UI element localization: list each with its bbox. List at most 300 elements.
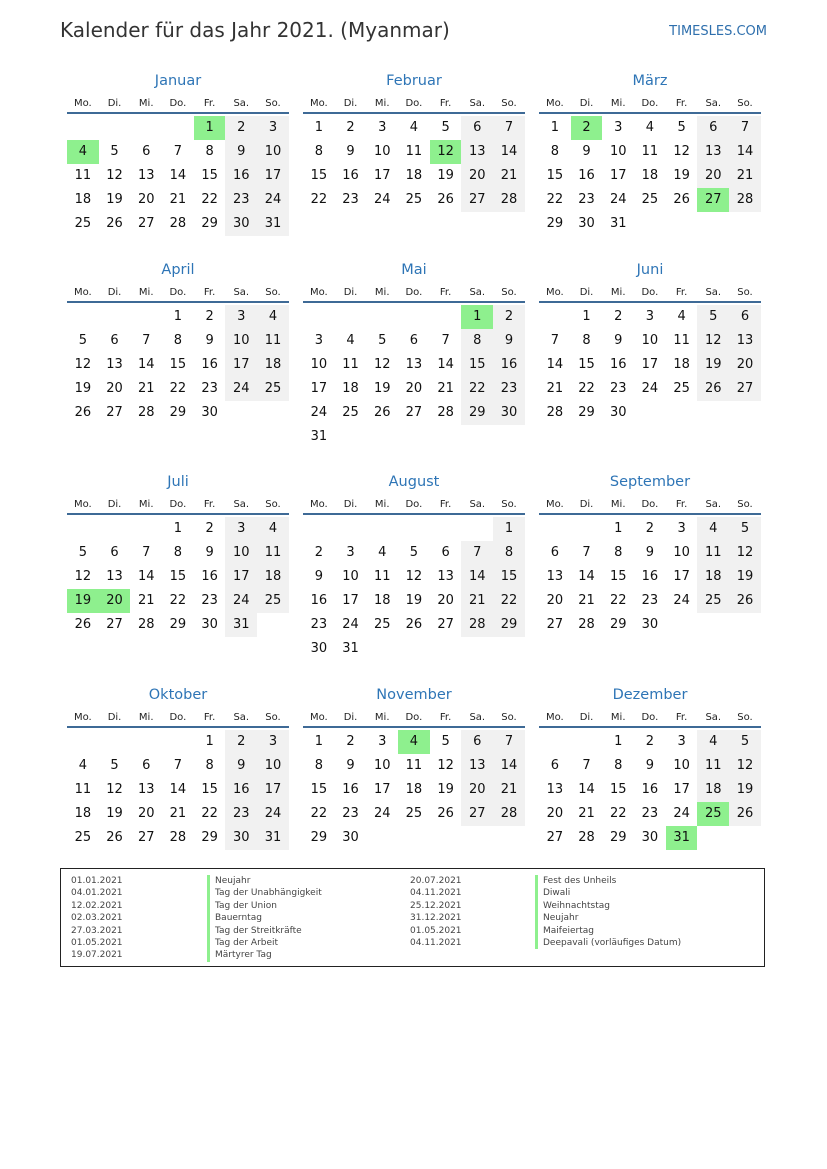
day-cell: 23 [225, 188, 257, 212]
month-juni [539, 261, 761, 425]
day-cell: 13 [137, 168, 155, 183]
empty-day-cell [130, 116, 162, 140]
empty-day-cell [666, 613, 698, 637]
empty-day-cell [130, 517, 162, 541]
weekday-label: Fr. [675, 712, 688, 723]
week-row [303, 754, 525, 778]
week-row [539, 589, 761, 613]
holiday-date: 02.03.2021 [71, 913, 123, 924]
day-cell: 27 [137, 216, 155, 231]
day-cell: 20 [461, 164, 493, 188]
empty-day-cell [130, 305, 162, 329]
day-cell: 3 [677, 521, 686, 536]
day-cell: 14 [493, 140, 525, 164]
day-cell: 29 [493, 613, 525, 637]
day-cell: 23 [641, 806, 659, 821]
weekday-label: Fr. [675, 499, 688, 510]
weekday-label: Di. [107, 98, 122, 109]
day-cell: 23 [342, 192, 359, 207]
day-cell: 11 [74, 782, 92, 797]
week-row [539, 613, 761, 637]
day-cell: 20 [106, 381, 123, 396]
empty-day-cell [634, 401, 666, 425]
day-cell: 26 [74, 617, 92, 632]
empty-day-cell [571, 517, 603, 541]
day-cell: 9 [346, 758, 355, 773]
weekday-label: Fr. [675, 98, 688, 109]
month-september [539, 473, 761, 637]
empty-day-cell [666, 212, 698, 236]
day-cell: 7 [582, 758, 591, 773]
month-november [303, 686, 525, 850]
weekday-label: Sa. [705, 499, 722, 510]
empty-day-cell [398, 826, 430, 850]
day-cell: 8 [550, 144, 559, 159]
empty-day-cell [461, 826, 493, 850]
day-cell: 17 [257, 778, 289, 802]
day-cell: 21 [437, 381, 454, 396]
empty-day-cell [729, 401, 761, 425]
week-row [539, 140, 761, 164]
weekday-label: Mi. [374, 287, 390, 298]
day-cell: 21 [169, 192, 187, 207]
day-cell: 28 [493, 802, 525, 826]
empty-day-cell [430, 826, 462, 850]
day-cell: 21 [578, 806, 595, 821]
weekday-header [67, 284, 289, 303]
day-cell: 1 [493, 517, 525, 541]
day-cell: 26 [437, 806, 454, 821]
day-cell: 8 [493, 541, 525, 565]
empty-day-cell [99, 116, 131, 140]
empty-day-cell [398, 637, 430, 661]
weekday-label: Mo. [545, 712, 564, 723]
day-cell: 21 [493, 164, 525, 188]
day-cell: 14 [137, 357, 155, 372]
weekday-label: Do. [641, 712, 659, 723]
day-cell: 10 [257, 140, 289, 164]
day-cell: 27 [437, 617, 454, 632]
day-cell: 16 [201, 357, 218, 372]
day-cell: 19 [106, 192, 123, 207]
empty-day-cell [571, 730, 603, 754]
day-cell: 17 [257, 164, 289, 188]
weekday-label: Mi. [374, 98, 390, 109]
weekday-header [67, 95, 289, 114]
day-cell: 19 [729, 565, 761, 589]
empty-day-cell [130, 730, 162, 754]
weekday-label: Do. [169, 98, 187, 109]
day-cell: 18 [342, 381, 359, 396]
weekday-label: So. [265, 287, 281, 298]
day-cell: 1 [550, 120, 559, 135]
day-cell: 30 [578, 216, 595, 231]
day-cell: 18 [697, 565, 729, 589]
week-row [67, 565, 289, 589]
day-cell: 24 [310, 405, 328, 420]
holiday-name: Tag der Arbeit [207, 937, 322, 949]
day-cell: 20 [461, 778, 493, 802]
empty-day-cell [493, 826, 525, 850]
day-cell: 20 [405, 381, 423, 396]
day-cell: 23 [578, 192, 595, 207]
day-cell: 26 [106, 830, 123, 845]
day-cell: 5 [78, 545, 87, 560]
day-cell: 7 [461, 541, 493, 565]
day-cell: 8 [614, 545, 623, 560]
day-cell: 26 [106, 216, 123, 231]
day-cell: 14 [729, 140, 761, 164]
day-cell: 17 [641, 357, 659, 372]
holiday-name: Märtyrer Tag [207, 949, 322, 961]
day-cell: 1 [173, 309, 183, 324]
day-cell: 20 [697, 164, 729, 188]
day-cell: 5 [729, 730, 761, 754]
week-row [67, 730, 289, 754]
holiday-dates-column [71, 875, 123, 962]
day-cell: 22 [461, 377, 493, 401]
day-cell: 9 [493, 329, 525, 353]
weekday-label: Mo. [73, 287, 92, 298]
day-cell: 11 [405, 758, 423, 773]
day-cell: 16 [609, 357, 627, 372]
day-cell: 24 [673, 806, 690, 821]
day-cell: 2 [493, 305, 525, 329]
weekday-label: Sa. [233, 98, 250, 109]
day-cell: 11 [673, 333, 690, 348]
empty-day-cell [162, 116, 194, 140]
holiday-date: 01.05.2021 [410, 925, 462, 936]
empty-day-cell [366, 517, 398, 541]
weekday-label: Do. [641, 287, 659, 298]
day-cell: 15 [493, 565, 525, 589]
week-row [303, 730, 525, 754]
month-name: Oktober [148, 687, 208, 703]
weekday-label: Fr. [439, 98, 452, 109]
day-cell: 6 [142, 144, 151, 159]
day-cell: 18 [257, 353, 289, 377]
day-cell: 1 [314, 120, 323, 135]
day-cell: 11 [257, 541, 289, 565]
day-cell: 2 [645, 521, 655, 536]
day-cell: 14 [461, 565, 493, 589]
week-row [539, 565, 761, 589]
day-cell: 12 [729, 541, 761, 565]
day-cell: 27 [106, 617, 123, 632]
day-cell: 4 [257, 305, 289, 329]
day-cell: 23 [641, 593, 659, 608]
holiday-date: 04.01.2021 [71, 888, 123, 899]
weekday-label: Sa. [469, 499, 486, 510]
day-cell: 9 [614, 333, 623, 348]
day-cell: 21 [137, 381, 155, 396]
day-cell: 29 [169, 617, 187, 632]
week-row [303, 377, 525, 401]
day-cell: 30 [493, 401, 525, 425]
week-row [539, 353, 761, 377]
weekday-label: Do. [641, 499, 659, 510]
day-cell: 25 [697, 589, 729, 613]
weekday-label: Mi. [138, 499, 154, 510]
day-cell: 10 [673, 758, 690, 773]
day-cell: 29 [546, 216, 564, 231]
day-cell: 9 [314, 569, 323, 584]
day-cell: 3 [346, 545, 355, 560]
holiday-date: 20.07.2021 [410, 876, 462, 886]
day-cell: 27 [461, 802, 493, 826]
weekday-label: Mi. [138, 287, 154, 298]
day-cell: 4 [346, 333, 355, 348]
day-cell: 18 [257, 565, 289, 589]
empty-day-cell [99, 517, 131, 541]
empty-day-cell [493, 637, 525, 661]
empty-day-cell [366, 425, 398, 449]
day-cell: 3 [314, 333, 323, 348]
weekday-label: Mo. [545, 499, 564, 510]
day-cell: 20 [137, 806, 155, 821]
week-row [67, 754, 289, 778]
weekday-label: Mi. [374, 712, 390, 723]
weekday-header [303, 284, 525, 303]
week-row [539, 188, 761, 212]
day-cell: 15 [609, 782, 627, 797]
day-cell: 27 [106, 405, 123, 420]
week-row [67, 188, 289, 212]
month-mai [303, 261, 525, 449]
day-cell: 20 [137, 192, 155, 207]
empty-day-cell [366, 826, 398, 850]
day-cell: 19 [106, 806, 123, 821]
week-row [303, 826, 525, 850]
weekday-label: Do. [405, 712, 423, 723]
day-cell: 29 [201, 830, 218, 845]
day-cell: 7 [142, 333, 151, 348]
day-cell: 15 [169, 357, 187, 372]
day-cell: 10 [310, 357, 328, 372]
day-cell: 19 [74, 381, 92, 396]
day-cell: 22 [310, 192, 328, 207]
day-cell: 15 [310, 782, 328, 797]
week-row [539, 730, 761, 754]
week-row [539, 778, 761, 802]
day-cell: 25 [257, 589, 289, 613]
day-cell: 5 [378, 333, 387, 348]
day-cell: 18 [405, 782, 423, 797]
day-cell: 6 [697, 116, 729, 140]
week-row [67, 589, 289, 613]
weekday-label: Mo. [545, 98, 564, 109]
day-cell: 16 [225, 164, 257, 188]
holiday-legend [60, 868, 765, 967]
month-name: Dezember [612, 687, 688, 703]
day-cell: 3 [225, 517, 257, 541]
day-cell: 26 [729, 802, 761, 826]
day-cell: 11 [342, 357, 359, 372]
day-cell: 9 [582, 144, 591, 159]
holiday-name: Weihnachtstag [535, 900, 681, 912]
empty-day-cell [461, 637, 493, 661]
holiday-names-column [207, 875, 322, 962]
holiday-day-cell: 19 [67, 589, 99, 613]
day-cell: 12 [437, 758, 454, 773]
weekday-label: Do. [169, 499, 187, 510]
weekday-label: Sa. [705, 98, 722, 109]
day-cell: 6 [550, 758, 559, 773]
day-cell: 14 [169, 168, 187, 183]
month-dezember [539, 686, 761, 850]
holiday-date: 12.02.2021 [71, 900, 123, 911]
day-cell: 16 [578, 168, 595, 183]
day-cell: 3 [378, 734, 387, 749]
empty-day-cell [430, 517, 462, 541]
day-cell: 17 [225, 353, 257, 377]
empty-day-cell [99, 305, 131, 329]
day-cell: 31 [257, 826, 289, 850]
week-row [303, 188, 525, 212]
day-cell: 11 [641, 144, 659, 159]
empty-day-cell [162, 730, 194, 754]
day-cell: 30 [201, 617, 218, 632]
holiday-date: 01.05.2021 [71, 937, 123, 948]
day-cell: 28 [169, 830, 187, 845]
day-cell: 14 [546, 357, 564, 372]
holiday-name: Tag der Streitkräfte [207, 925, 322, 937]
empty-day-cell [67, 730, 99, 754]
day-cell: 3 [378, 120, 387, 135]
day-cell: 7 [582, 545, 591, 560]
week-row [67, 401, 289, 425]
day-cell: 5 [110, 758, 119, 773]
day-cell: 30 [201, 405, 218, 420]
day-cell: 16 [641, 569, 659, 584]
day-cell: 7 [550, 333, 559, 348]
day-cell: 5 [729, 517, 761, 541]
day-cell: 16 [310, 593, 328, 608]
day-cell: 18 [673, 357, 690, 372]
day-cell: 26 [673, 192, 690, 207]
day-cell: 4 [257, 517, 289, 541]
weekday-label: So. [265, 98, 281, 109]
day-cell: 25 [74, 216, 92, 231]
day-cell: 8 [205, 758, 214, 773]
weekday-label: Mi. [610, 287, 626, 298]
weekday-label: So. [265, 712, 281, 723]
day-cell: 29 [609, 617, 627, 632]
day-cell: 23 [201, 593, 218, 608]
day-cell: 24 [225, 377, 257, 401]
day-cell: 2 [225, 730, 257, 754]
day-cell: 19 [673, 168, 690, 183]
day-cell: 14 [169, 782, 187, 797]
holiday-name: Tag der Unabhängigkeit [207, 887, 322, 899]
empty-day-cell [634, 212, 666, 236]
day-cell: 26 [729, 589, 761, 613]
day-cell: 28 [437, 405, 454, 420]
day-cell: 13 [405, 357, 423, 372]
day-cell: 27 [729, 377, 761, 401]
weekday-header [303, 496, 525, 515]
day-cell: 10 [641, 333, 659, 348]
week-row [67, 778, 289, 802]
empty-day-cell [398, 425, 430, 449]
holiday-date: 01.01.2021 [71, 876, 123, 886]
empty-day-cell [697, 613, 729, 637]
weekday-label: Do. [169, 712, 187, 723]
day-cell: 30 [641, 830, 659, 845]
empty-day-cell [430, 305, 462, 329]
day-cell: 6 [409, 333, 419, 348]
day-cell: 24 [257, 188, 289, 212]
holiday-day-cell: 31 [666, 826, 698, 850]
day-cell: 10 [609, 144, 627, 159]
day-cell: 9 [205, 333, 214, 348]
day-cell: 22 [609, 593, 627, 608]
weekday-label: Fr. [203, 712, 216, 723]
day-cell: 4 [645, 120, 655, 135]
day-cell: 30 [342, 830, 359, 845]
week-row [67, 826, 289, 850]
weekday-label: Fr. [675, 287, 688, 298]
month-name: Juli [167, 474, 189, 490]
day-cell: 14 [493, 754, 525, 778]
day-cell: 12 [405, 569, 423, 584]
day-cell: 26 [74, 405, 92, 420]
day-cell: 17 [609, 168, 627, 183]
day-cell: 19 [437, 168, 454, 183]
day-cell: 8 [314, 144, 323, 159]
day-cell: 8 [205, 144, 214, 159]
day-cell: 22 [201, 192, 218, 207]
day-cell: 28 [169, 216, 187, 231]
week-row [67, 802, 289, 826]
day-cell: 18 [641, 168, 659, 183]
empty-day-cell [461, 517, 493, 541]
day-cell: 7 [729, 116, 761, 140]
brand-link[interactable]: TIMESLES.COM [669, 24, 767, 39]
holiday-name: Deepavali (vorläufiges Datum) [535, 937, 681, 949]
month-name: September [609, 474, 691, 490]
weekday-label: So. [737, 98, 753, 109]
day-cell: 15 [310, 168, 328, 183]
day-cell: 2 [614, 309, 623, 324]
day-cell: 12 [106, 168, 123, 183]
day-cell: 24 [673, 593, 690, 608]
weekday-label: Mo. [73, 712, 92, 723]
day-cell: 10 [225, 329, 257, 353]
day-cell: 22 [169, 381, 187, 396]
day-cell: 23 [310, 617, 328, 632]
week-row [67, 613, 289, 637]
day-cell: 20 [437, 593, 454, 608]
day-cell: 4 [409, 120, 419, 135]
day-cell: 8 [614, 758, 623, 773]
day-cell: 19 [729, 778, 761, 802]
weekday-label: Sa. [233, 712, 250, 723]
day-cell: 2 [645, 734, 655, 749]
day-cell: 13 [461, 754, 493, 778]
day-cell: 11 [405, 144, 423, 159]
weekday-label: Mo. [545, 287, 564, 298]
week-row [303, 565, 525, 589]
day-cell: 22 [493, 589, 525, 613]
day-cell: 10 [342, 569, 359, 584]
week-row [303, 305, 525, 329]
day-cell: 7 [493, 730, 525, 754]
day-cell: 4 [697, 730, 729, 754]
weekday-label: Mo. [309, 287, 328, 298]
day-cell: 1 [173, 521, 183, 536]
day-cell: 16 [493, 353, 525, 377]
